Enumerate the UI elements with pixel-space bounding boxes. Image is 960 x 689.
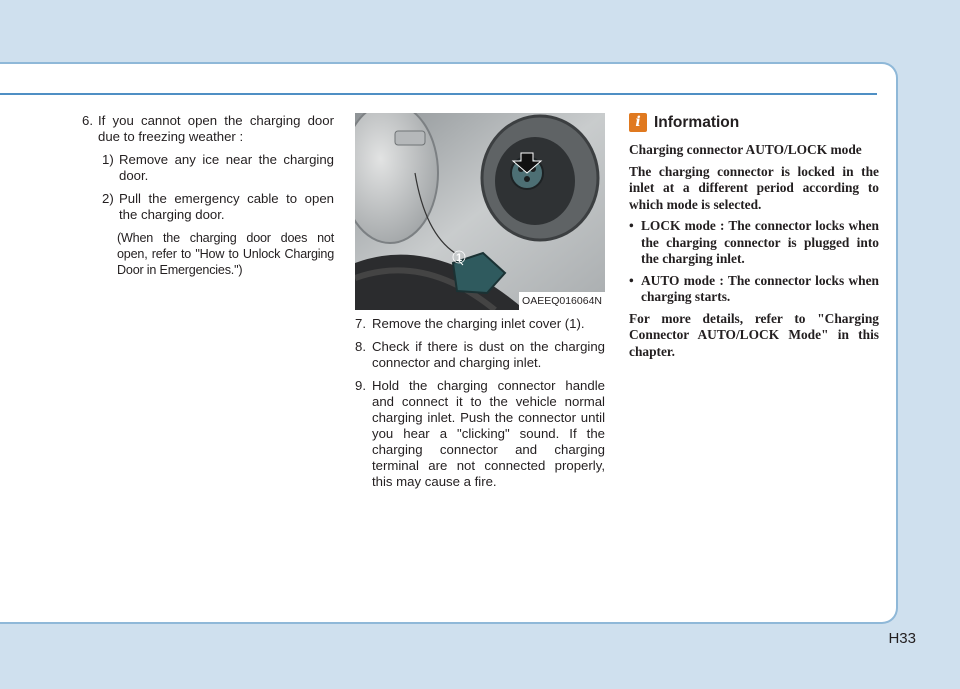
- step-number: 6.: [82, 113, 93, 128]
- page-number: H33: [888, 630, 916, 647]
- substep-number: 2): [102, 191, 114, 206]
- information-icon: i: [629, 113, 647, 132]
- step-text: If you cannot open the charging door due to freezing weather :: [98, 113, 334, 144]
- information-title: Information: [654, 113, 740, 131]
- bullet-text: LOCK mode : The connector locks when the charging connector is plugged into the charging inlet.: [641, 218, 879, 266]
- step-text: Remove the charging inlet cover (1).: [372, 316, 585, 331]
- information-outro: For more details, refer to "Charging Connector AUTO/LOCK Mode" in this chapter.: [629, 310, 879, 359]
- left-column: [82, 113, 334, 278]
- middle-column: [355, 113, 605, 497]
- information-header: [629, 113, 879, 132]
- information-heading: Charging connector AUTO/LOCK mode: [629, 142, 862, 157]
- bullet-mark: •: [629, 272, 634, 288]
- bullet-text: AUTO mode : The connector locks when charging starts.: [641, 272, 879, 304]
- substep-text: Remove any ice near the charging door.: [119, 152, 334, 183]
- header-rule: [0, 93, 877, 95]
- bullet-lock-mode: [629, 218, 879, 268]
- step-text: Check if there is dust on the charging connector and charging inlet.: [372, 339, 605, 370]
- emergency-note: (When the charging door does not open, refer to "How to Unlock Charging Door in Emergencies."): [117, 231, 334, 277]
- step-6: [82, 113, 334, 145]
- information-intro: The charging connector is locked in the inlet at a different period according to which mode is selected.: [629, 163, 879, 212]
- substep-number: 1): [102, 152, 114, 167]
- substep-1: [102, 152, 334, 184]
- bullet-mark: •: [629, 218, 634, 233]
- step-number: 9.: [355, 378, 366, 393]
- bullet-auto-mode: [629, 273, 879, 306]
- substep-text: Pull the emergency cable to open the charging door.: [119, 191, 334, 222]
- step-text: Hold the charging connector handle and connect it to the vehicle normal charging inlet. Push the connector until you hear a "clicking" sound. If the charging connector and charging terminal are not connected properly, this may cause a fire.: [372, 378, 605, 489]
- step-9: [355, 378, 605, 490]
- charging-inlet-illustration: [355, 113, 605, 310]
- step-7: [355, 316, 605, 332]
- step-8: [355, 339, 605, 371]
- information-box: [629, 113, 879, 365]
- step-number: 7.: [355, 316, 366, 331]
- charging-inlet-photo: [355, 113, 605, 310]
- callout-label: 1: [455, 252, 463, 264]
- step-number: 8.: [355, 339, 366, 354]
- substep-2: [102, 191, 334, 223]
- information-body: [629, 142, 879, 360]
- figure-code: OAEEQ016064N: [519, 292, 605, 310]
